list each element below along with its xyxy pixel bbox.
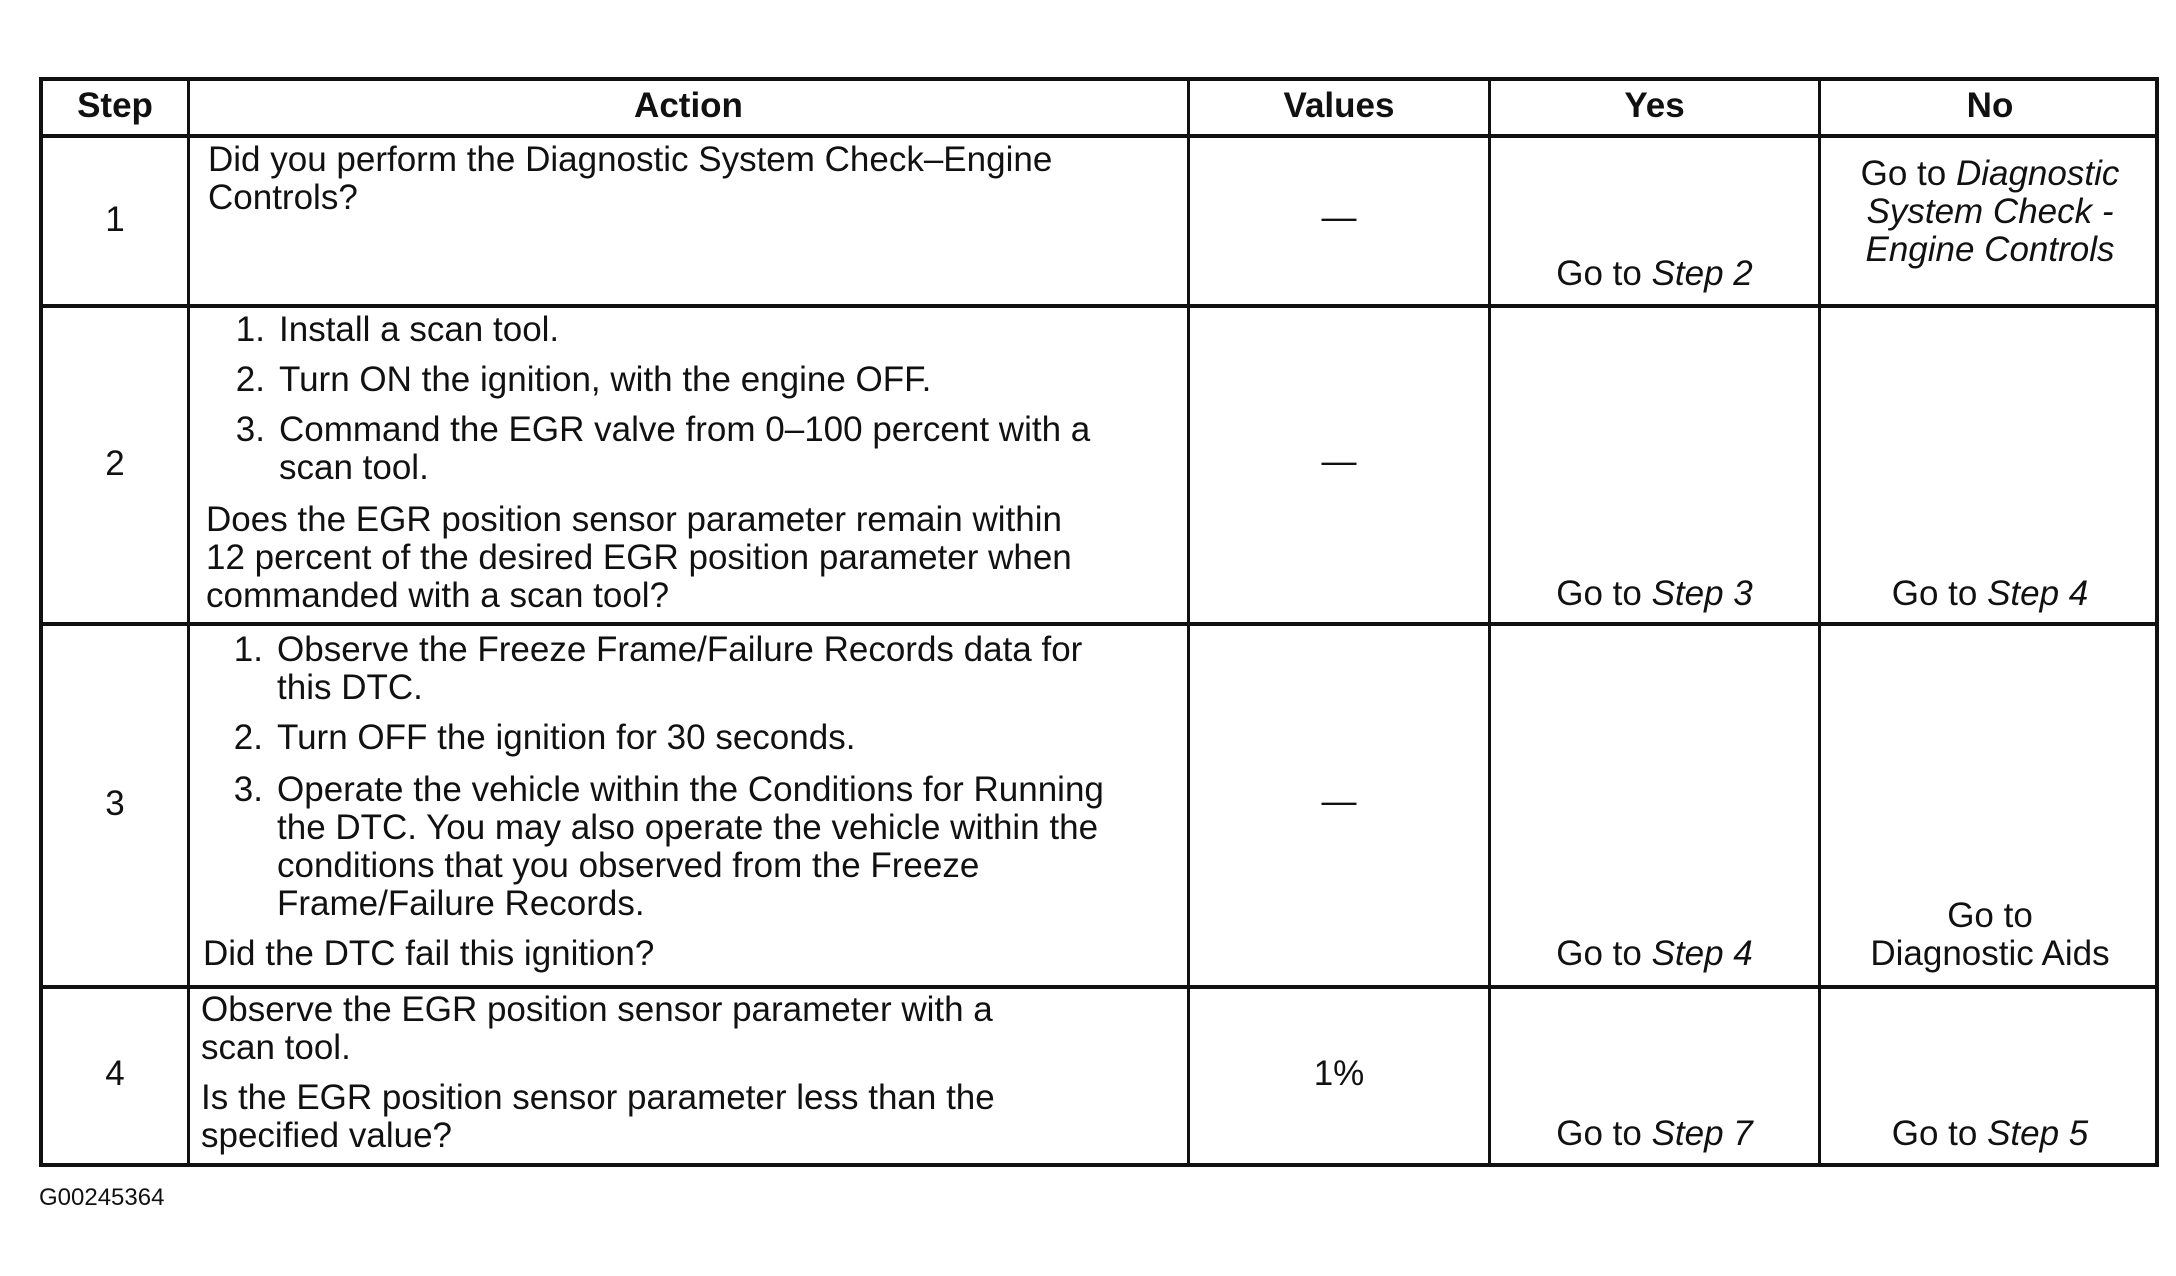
value-cell: — [1321, 782, 1357, 821]
no-goto: Go to [1947, 896, 2033, 935]
value-cell: — [1321, 198, 1357, 237]
no-goto [1821, 575, 2159, 613]
goto-step-link: Step 7 [1651, 1114, 1753, 1153]
question-text: 12 percent of the desired EGR position parameter when [206, 538, 1072, 577]
diagnostic-table [39, 77, 2159, 1167]
no-goto [1821, 1115, 2159, 1153]
list-text: conditions that you observed from the Freeze [277, 846, 980, 885]
goto-prefix: Go to [1891, 1114, 1988, 1153]
list-number: 1. [233, 630, 263, 669]
step-number: 4 [105, 1054, 125, 1093]
question-text: specified value? [201, 1116, 452, 1155]
header-no: No [1966, 86, 2014, 125]
yes-goto [1491, 1115, 1818, 1153]
action-text: Did you perform the Diagnostic System Check–Engine [208, 140, 1053, 179]
row-divider [43, 985, 2155, 989]
goto-step-link: Step 2 [1651, 254, 1753, 293]
action-text: Observe the EGR position sensor parameter with a [201, 990, 993, 1029]
list-text: Install a scan tool. [279, 310, 560, 349]
list-text: the DTC. You may also operate the vehicle within the [277, 808, 1099, 847]
goto-prefix: Go to [1891, 574, 1988, 613]
row-divider [43, 304, 2155, 308]
list-text: scan tool. [279, 448, 429, 487]
list-number: 3. [233, 770, 263, 809]
list-text: this DTC. [277, 668, 423, 707]
question-text: Did the DTC fail this ignition? [203, 934, 655, 973]
list-text: Command the EGR valve from 0–100 percent with a [279, 410, 1091, 449]
header-step: Step [77, 86, 153, 125]
goto-procedure-link: Engine Controls [1865, 230, 2115, 269]
list-number: 3. [235, 410, 265, 449]
goto-procedure-link: Diagnostic [1955, 154, 2120, 193]
header-yes: Yes [1624, 86, 1685, 125]
yes-goto [1491, 935, 1818, 973]
value-cell: — [1321, 442, 1357, 481]
goto-prefix: Go to [1556, 254, 1652, 293]
goto-step-link: Step 4 [1651, 934, 1753, 973]
header-values: Values [1283, 86, 1395, 125]
list-number: 2. [233, 718, 263, 757]
step-number: 3 [105, 784, 125, 823]
yes-goto [1491, 575, 1818, 613]
question-text: commanded with a scan tool? [206, 576, 670, 615]
question-text: Is the EGR position sensor parameter less than the [201, 1078, 995, 1117]
step-number: 1 [105, 200, 125, 239]
goto-step-link: Step 4 [1987, 574, 2089, 613]
no-goto [1821, 155, 2159, 193]
list-text: Turn OFF the ignition for 30 seconds. [277, 718, 856, 757]
goto-prefix: Go to [1556, 1114, 1652, 1153]
list-text: Observe the Freeze Frame/Failure Records data for [277, 630, 1083, 669]
row-divider [43, 134, 2155, 138]
value-cell: 1% [1313, 1054, 1365, 1093]
step-number: 2 [105, 444, 125, 483]
list-text: Operate the vehicle within the Conditions for Running [277, 770, 1104, 809]
yes-goto [1491, 255, 1818, 293]
goto-prefix: Go to [1860, 154, 1956, 193]
action-text: scan tool. [201, 1028, 351, 1067]
action-text: Controls? [208, 178, 358, 217]
row-divider [43, 622, 2155, 626]
question-text: Does the EGR position sensor parameter remain within [206, 500, 1062, 539]
goto-prefix: Go to [1556, 574, 1652, 613]
list-text: Turn ON the ignition, with the engine OFF. [279, 360, 932, 399]
goto-procedure-link: Diagnostic Aids [1870, 934, 2110, 973]
list-text: Frame/Failure Records. [277, 884, 645, 923]
header-action: Action [634, 86, 743, 125]
goto-step-link: Step 5 [1987, 1114, 2089, 1153]
goto-prefix: Go to [1556, 934, 1652, 973]
list-number: 1. [235, 310, 265, 349]
goto-step-link: Step 3 [1651, 574, 1753, 613]
goto-procedure-link: System Check - [1866, 192, 2114, 231]
figure-id: G00245364 [39, 1184, 165, 1211]
list-number: 2. [235, 360, 265, 399]
